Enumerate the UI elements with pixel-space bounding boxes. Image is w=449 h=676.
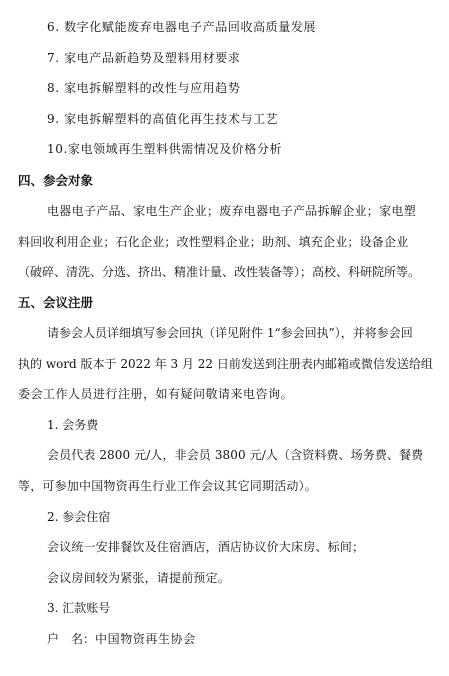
accommodation-line-2: 会议房间较为紧张，请提前预定。 <box>47 571 231 585</box>
registration-line-3: 委会工作人员进行注册，如有疑问敬请来电咨询。 <box>18 387 294 401</box>
fee-line-1: 会员代表 2800 元/人，非会员 3800 元/人（含资料费、场务费、餐费 <box>47 448 424 462</box>
attendees-line-2: 料回收利用企业；石化企业；改性塑料企业；助剂、填充企业；设备企业 <box>18 235 409 249</box>
topic-item-10: 10.家电领域再生塑料供需情况及价格分析 <box>47 142 283 156</box>
accommodation-subheading: 2. 参会住宿 <box>47 510 111 524</box>
fee-subheading: 1. 会务费 <box>47 418 99 432</box>
account-name-label: 户 名： <box>47 632 96 646</box>
topic-item-7: 7. 家电产品新趋势及塑料用材要求 <box>47 51 241 65</box>
account-name-row <box>47 632 196 646</box>
registration-line-1: 请参会人员详细填写参会回执（详见附件 1“参会回执”），并将参会回 <box>47 326 413 340</box>
attendees-line-1: 电器电子产品、家电生产企业；废弃电器电子产品拆解企业；家电塑 <box>47 204 417 218</box>
topic-item-9: 9. 家电拆解塑料的高值化再生技术与工艺 <box>47 112 279 126</box>
topic-item-8: 8. 家电拆解塑料的改性与应用趋势 <box>47 81 241 95</box>
section-heading-registration: 五、会议注册 <box>18 295 94 310</box>
account-name-value: 中国物资再生协会 <box>95 632 196 646</box>
section-heading-attendees: 四、参会对象 <box>18 173 94 188</box>
account-subheading: 3. 汇款账号 <box>47 601 111 615</box>
fee-line-2: 等，可参加中国物资再生行业工作会议其它同期活动）。 <box>18 479 318 493</box>
topic-item-6: 6. 数字化赋能废弃电器电子产品回收高质量发展 <box>47 20 317 34</box>
accommodation-line-1: 会议统一安排餐饮及住宿酒店，酒店协议价大床房、标间； <box>47 540 365 554</box>
registration-line-2: 执的 word 版本于 2022 年 3 月 22 日前发送到注册表内邮箱或微信发送给组 <box>18 357 433 371</box>
attendees-line-3: （破碎、清洗、分选、挤出、精准计量、改性装备等）；高校、科研院所等。 <box>18 265 421 279</box>
